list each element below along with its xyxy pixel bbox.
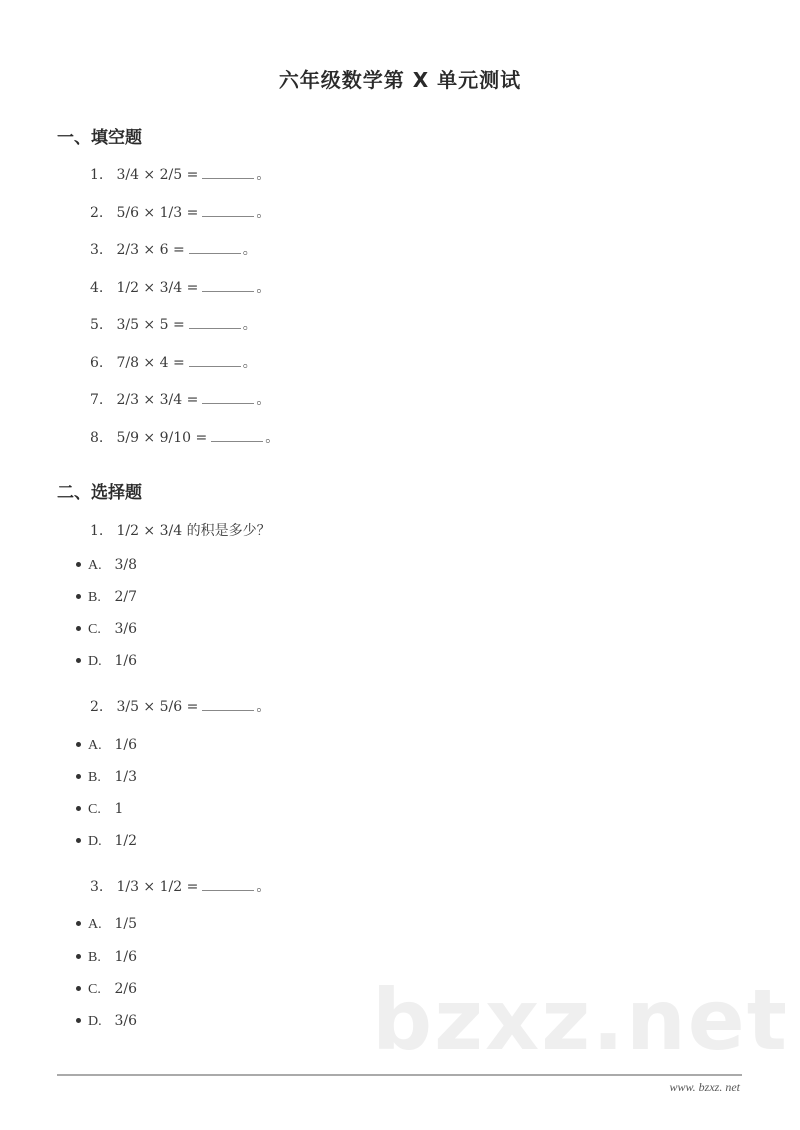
option-letter: A. — [88, 738, 102, 753]
item-period: 。 — [242, 242, 257, 258]
fill-blank-item — [90, 316, 257, 334]
item-period: 。 — [265, 430, 280, 446]
bullet-icon — [76, 742, 81, 747]
choice-question — [90, 698, 270, 716]
fill-blank-item — [90, 354, 257, 372]
fill-blank-item — [90, 166, 270, 184]
choice-option[interactable] — [76, 1012, 137, 1031]
answer-blank[interactable] — [189, 241, 241, 254]
bullet-icon — [76, 954, 81, 959]
answer-blank[interactable] — [202, 166, 254, 179]
option-value: 3/8 — [114, 557, 137, 573]
option-letter: C. — [88, 622, 101, 637]
item-period: 。 — [256, 205, 271, 221]
answer-blank[interactable] — [202, 698, 254, 711]
fill-blank-item — [90, 204, 270, 222]
footer-url: www. bzxz. net — [669, 1080, 740, 1094]
section-heading-fill-blank: 一、填空题 — [57, 128, 142, 148]
fill-blank-item — [90, 241, 257, 259]
option-value: 1/5 — [114, 916, 137, 932]
bullet-icon — [76, 774, 81, 779]
item-expression: 3/4 × 2/5 = — [116, 167, 199, 183]
item-expression: 5/6 × 1/3 = — [116, 205, 199, 221]
choice-option[interactable] — [76, 556, 137, 575]
answer-blank[interactable] — [189, 316, 241, 329]
question-period: 。 — [256, 699, 271, 715]
choice-option[interactable] — [76, 832, 137, 851]
option-letter: B. — [88, 770, 101, 785]
choice-option[interactable] — [76, 620, 137, 639]
option-letter: C. — [88, 982, 101, 997]
option-value: 1 — [114, 801, 124, 817]
item-expression: 1/2 × 3/4 = — [116, 280, 199, 296]
section-heading-multiple-choice: 二、选择题 — [57, 483, 142, 503]
bullet-icon — [76, 594, 81, 599]
page-title: 六年级数学第 X 单元测试 — [278, 68, 522, 92]
option-letter: A. — [88, 917, 102, 932]
item-expression: 2/3 × 3/4 = — [116, 392, 199, 408]
option-letter: D. — [88, 1014, 102, 1029]
answer-blank[interactable] — [211, 429, 263, 442]
bullet-icon — [76, 658, 81, 663]
option-value: 3/6 — [114, 621, 137, 637]
item-expression: 2/3 × 6 = — [116, 242, 185, 258]
option-value: 2/7 — [114, 589, 137, 605]
fill-blank-item — [90, 279, 270, 297]
item-expression: 5/9 × 9/10 = — [116, 430, 208, 446]
watermark: bzxz.net — [372, 971, 789, 1069]
option-value: 1/6 — [114, 737, 137, 753]
bullet-icon — [76, 921, 81, 926]
option-value: 1/6 — [114, 653, 137, 669]
bullet-icon — [76, 986, 81, 991]
fill-blank-item — [90, 429, 279, 447]
choice-option[interactable] — [76, 800, 123, 819]
choice-option[interactable] — [76, 980, 137, 999]
item-number: 7. — [90, 392, 104, 408]
choice-question — [90, 522, 271, 540]
item-period: 。 — [242, 355, 257, 371]
item-period: 。 — [256, 280, 271, 296]
answer-blank[interactable] — [202, 878, 254, 891]
question-text: 1/2 × 3/4 的积是多少？ — [116, 523, 271, 539]
answer-blank[interactable] — [202, 391, 254, 404]
option-value: 1/2 — [114, 833, 137, 849]
bullet-icon — [76, 562, 81, 567]
item-number: 4. — [90, 280, 104, 296]
item-period: 。 — [242, 317, 257, 333]
option-letter: B. — [88, 950, 101, 965]
option-value: 1/6 — [114, 949, 137, 965]
question-number: 1. — [90, 523, 104, 539]
option-letter: A. — [88, 558, 102, 573]
choice-option[interactable] — [76, 736, 137, 755]
bullet-icon — [76, 626, 81, 631]
option-value: 2/6 — [114, 981, 137, 997]
answer-blank[interactable] — [202, 279, 254, 292]
option-letter: C. — [88, 802, 101, 817]
bullet-icon — [76, 1018, 81, 1023]
option-value: 3/6 — [114, 1013, 137, 1029]
choice-option[interactable] — [76, 652, 137, 671]
item-number: 5. — [90, 317, 104, 333]
item-number: 1. — [90, 167, 104, 183]
option-value: 1/3 — [114, 769, 137, 785]
choice-option[interactable] — [76, 915, 137, 934]
item-expression: 7/8 × 4 = — [116, 355, 185, 371]
item-period: 。 — [256, 167, 271, 183]
bullet-icon — [76, 806, 81, 811]
bullet-icon — [76, 838, 81, 843]
question-number: 2. — [90, 699, 104, 715]
item-number: 3. — [90, 242, 104, 258]
item-expression: 3/5 × 5 = — [116, 317, 185, 333]
item-number: 8. — [90, 430, 104, 446]
choice-option[interactable] — [76, 588, 137, 607]
question-text: 3/5 × 5/6 = — [116, 699, 199, 715]
item-period: 。 — [256, 392, 271, 408]
item-number: 2. — [90, 205, 104, 221]
footer-divider — [57, 1074, 742, 1076]
answer-blank[interactable] — [189, 354, 241, 367]
question-number: 3. — [90, 879, 104, 895]
question-text: 1/3 × 1/2 = — [116, 879, 199, 895]
choice-question — [90, 878, 270, 896]
item-number: 6. — [90, 355, 104, 371]
choice-option[interactable] — [76, 768, 137, 787]
option-letter: D. — [88, 834, 102, 849]
fill-blank-item — [90, 391, 270, 409]
option-letter: D. — [88, 654, 102, 669]
choice-option[interactable] — [76, 948, 137, 967]
question-period: 。 — [256, 879, 271, 895]
answer-blank[interactable] — [202, 204, 254, 217]
option-letter: B. — [88, 590, 101, 605]
